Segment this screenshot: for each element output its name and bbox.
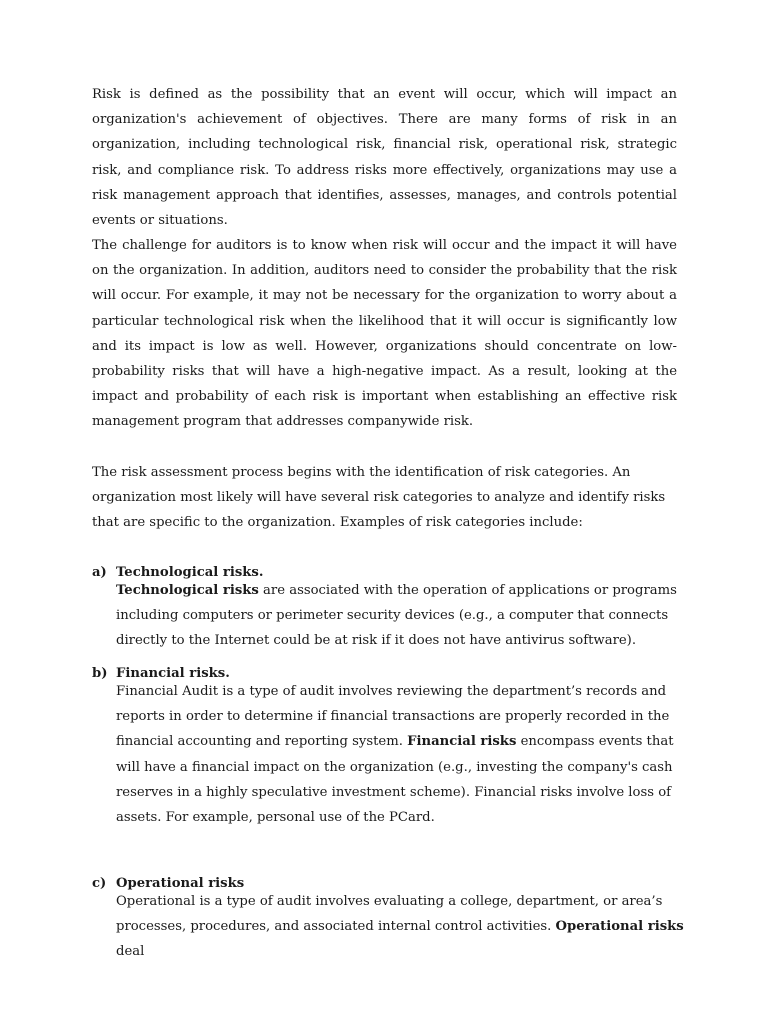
text-operational-audit: Operational is a type of audit involves evaluating a college, department, or area’s processes, procedures, and associated internal control activities. [116, 894, 663, 935]
bold-financial-risks: Financial risks [407, 734, 517, 750]
paragraph-risk-definition: Risk is defined as the possibility that an event will occur, which will impact an organization's achievement of objectives. There are many forms of risk in an organization, including technological risk, financial risk, operational risk, strategic risk, and compliance risk. To address risks more effectively, organizations may use a risk management approach that identifies, assesses, manages, and controls potential events or situations. [92, 87, 677, 229]
list-marker-b: b) [92, 666, 108, 681]
bold-operational-risks: Operational risks [555, 919, 684, 935]
list-marker-c: c) [92, 876, 107, 891]
body-operational-risks [116, 889, 686, 965]
heading-technological-risks: Technological risks. [116, 565, 264, 580]
body-financial-risks [116, 679, 686, 830]
heading-operational-risks: Operational risks [116, 876, 245, 891]
text-financial-risks: encompass events that will have a financial impact on the organization (e.g., investing the company's cash reserves in a highly speculative investment scheme). Financial risks involve loss of assets. For example, personal use of the PCard. [116, 734, 674, 826]
text-operational-risks: deal [116, 944, 145, 960]
body-technological-risks [116, 578, 686, 654]
paragraph-risk-assessment: The risk assessment process begins with the identification of risk categories. An organization most likely will have several risk categories to analyze and identify risks that are specific to the organization. Examples of risk categories include: [92, 465, 666, 531]
paragraph-auditor-challenge: The challenge for auditors is to know when risk will occur and the impact it will have on the organization. In addition, auditors need to consider the probability that the risk will occur. For example, it may not be necessary for the organization to worry about a particular technological risk when the likelihood that it will occur is significantly low and its impact is low as well. However, organizations should concentrate on low-probability risks that will have a high-negative impact. As a result, looking at the impact and probability of each risk is important when establishing an effective risk management program that addresses companywide risk. [92, 238, 677, 430]
bold-technological-risks: Technological risks [116, 583, 259, 598]
list-marker-a: a) [92, 565, 107, 580]
heading-financial-risks: Financial risks. [116, 666, 230, 681]
text-financial-audit: Financial Audit is a type of audit involves reviewing the department’s records and reports in order to determine if financial transactions are properly recorded in the financial accounting and reporting system. [116, 684, 670, 750]
text-technological-risks: are associated with the operation of applications or programs including computers or perimeter security devices (e.g., a computer that connects directly to the Internet could be at risk if it does not have antivirus software). [116, 583, 677, 649]
